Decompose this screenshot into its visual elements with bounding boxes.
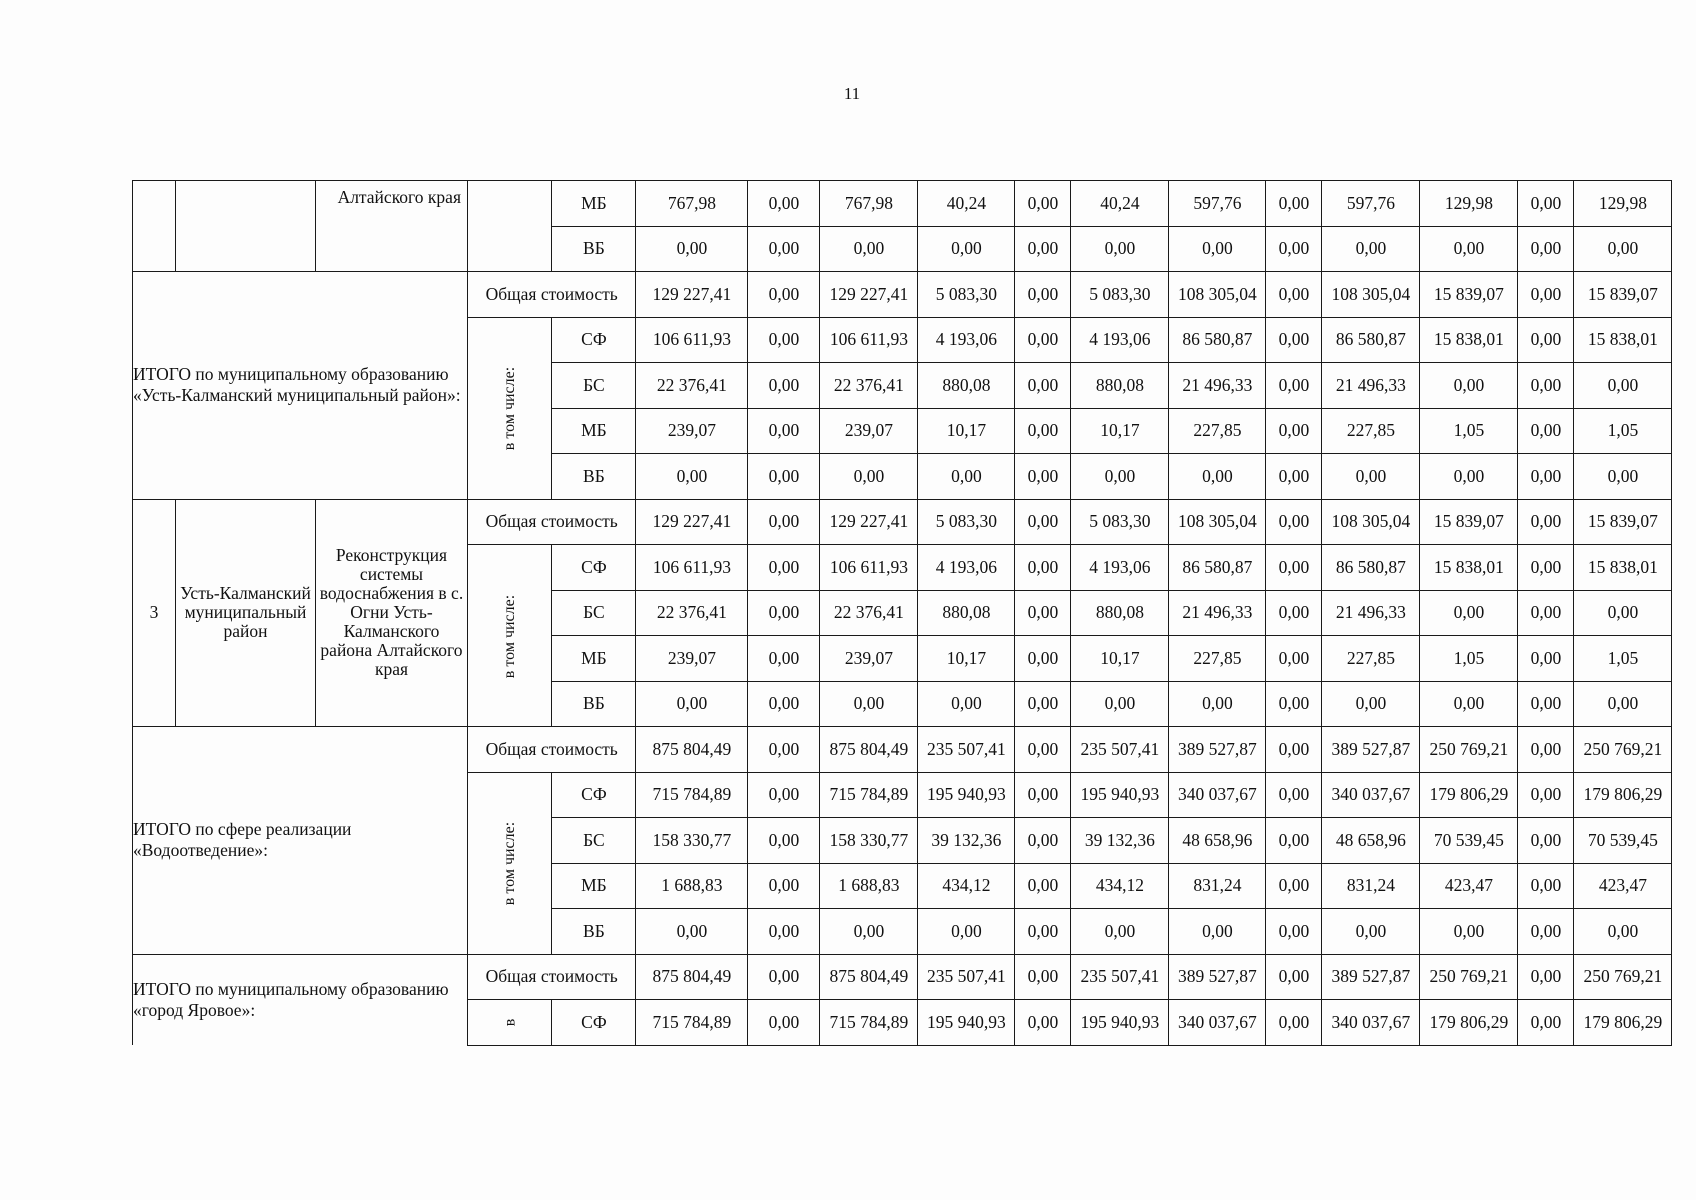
bs-value: 0,00: [1518, 590, 1574, 636]
fund-mb-label: МБ: [552, 408, 636, 454]
fund-sf-label: СФ: [552, 772, 636, 818]
mb-value: 239,07: [820, 408, 918, 454]
vb-value: 0,00: [636, 681, 748, 727]
total-value: 0,00: [748, 499, 820, 545]
table-body: [133, 181, 1672, 1046]
mb-value: 10,17: [918, 408, 1015, 454]
vb-value: 0,00: [1322, 909, 1420, 955]
total-value: 250 769,21: [1420, 954, 1518, 1000]
sf-value: 195 940,93: [918, 772, 1015, 818]
total-cost-label: Общая стоимость: [468, 499, 636, 545]
sf-value: 0,00: [748, 317, 820, 363]
vb-value: 0,00: [1266, 909, 1322, 955]
sf-value: 340 037,67: [1322, 1000, 1420, 1046]
total-value: 389 527,87: [1169, 727, 1266, 773]
sf-value: 86 580,87: [1322, 317, 1420, 363]
vb-value: 0,00: [1518, 681, 1574, 727]
bs-value: 22 376,41: [636, 363, 748, 409]
table-row: [133, 272, 1672, 318]
total-value: 0,00: [1518, 954, 1574, 1000]
total-value: 250 769,21: [1574, 954, 1672, 1000]
bs-value: 0,00: [1266, 818, 1322, 864]
bs-value: 0,00: [748, 363, 820, 409]
bs-value: 21 496,33: [1169, 363, 1266, 409]
sf-value: 0,00: [1266, 317, 1322, 363]
sf-value: 0,00: [1518, 772, 1574, 818]
sf-value: 0,00: [1266, 1000, 1322, 1046]
vb-value: 0,00: [1574, 454, 1672, 500]
total-value: 0,00: [748, 272, 820, 318]
mb-value: 0,00: [1015, 408, 1071, 454]
bs-value: 21 496,33: [1322, 363, 1420, 409]
mb-value: 1 688,83: [636, 863, 748, 909]
vb-value: 0,00: [1071, 454, 1169, 500]
bs-value: 0,00: [1266, 363, 1322, 409]
bs-value: 880,08: [1071, 590, 1169, 636]
sf-value: 0,00: [1015, 772, 1071, 818]
mb-value: 1 688,83: [820, 863, 918, 909]
bs-value: 39 132,36: [918, 818, 1015, 864]
bs-value: 0,00: [1015, 818, 1071, 864]
vb-value: 0,00: [1518, 909, 1574, 955]
sf-value: 0,00: [1266, 545, 1322, 591]
mb-value: 597,76: [1322, 181, 1420, 227]
mb-value: 767,98: [636, 181, 748, 227]
vb-value: 0,00: [1420, 909, 1518, 955]
vb-value: 0,00: [918, 226, 1015, 272]
total-value: 129 227,41: [820, 499, 918, 545]
sf-value: 106 611,93: [636, 317, 748, 363]
total-value: 0,00: [1266, 954, 1322, 1000]
vb-value: 0,00: [636, 909, 748, 955]
sf-value: 106 611,93: [820, 317, 918, 363]
mb-value: 129,98: [1574, 181, 1672, 227]
mb-value: 597,76: [1169, 181, 1266, 227]
total-value: 108 305,04: [1169, 272, 1266, 318]
district-cell: [176, 181, 316, 272]
total-value: 0,00: [1015, 727, 1071, 773]
total-value: 108 305,04: [1169, 499, 1266, 545]
vb-value: 0,00: [1518, 226, 1574, 272]
total-value: 0,00: [1518, 727, 1574, 773]
total-value: 0,00: [1015, 954, 1071, 1000]
mb-value: 1,05: [1574, 408, 1672, 454]
sf-value: 106 611,93: [636, 545, 748, 591]
budget-table: [132, 180, 1672, 1046]
project-name: Реконструкция системы водоснабжения в с. Огни Усть-Калманского района Алтайского края: [316, 499, 468, 727]
mb-value: 831,24: [1169, 863, 1266, 909]
mb-value: 10,17: [918, 636, 1015, 682]
page-number: 11: [843, 84, 861, 103]
vb-value: 0,00: [1266, 454, 1322, 500]
vb-value: 0,00: [1015, 681, 1071, 727]
sf-value: 0,00: [1015, 317, 1071, 363]
mb-value: 831,24: [1322, 863, 1420, 909]
bs-value: 880,08: [918, 590, 1015, 636]
sf-value: 0,00: [748, 1000, 820, 1046]
total-value: 389 527,87: [1322, 727, 1420, 773]
fund-mb-label: МБ: [552, 863, 636, 909]
mb-value: 0,00: [1015, 636, 1071, 682]
mb-value: 227,85: [1169, 636, 1266, 682]
mb-value: 40,24: [1071, 181, 1169, 227]
sf-value: 195 940,93: [1071, 1000, 1169, 1046]
mb-value: 0,00: [1518, 181, 1574, 227]
mb-value: 0,00: [748, 863, 820, 909]
bs-value: 21 496,33: [1322, 590, 1420, 636]
number-cell: [133, 181, 176, 272]
total-value: 0,00: [1518, 499, 1574, 545]
total-cost-label: Общая стоимость: [468, 727, 636, 773]
item-number: 3: [133, 499, 176, 727]
sf-value: 15 838,01: [1420, 545, 1518, 591]
vb-value: 0,00: [1420, 454, 1518, 500]
total-value: 0,00: [1015, 499, 1071, 545]
mb-value: 239,07: [636, 408, 748, 454]
vb-value: 0,00: [1015, 454, 1071, 500]
mb-value: 1,05: [1574, 636, 1672, 682]
mb-value: 1,05: [1420, 636, 1518, 682]
vb-value: 0,00: [748, 226, 820, 272]
vb-value: 0,00: [1015, 226, 1071, 272]
sf-value: 15 838,01: [1574, 317, 1672, 363]
vb-value: 0,00: [1266, 226, 1322, 272]
mb-value: 0,00: [1518, 863, 1574, 909]
district-name: Усть-Калманский муниципальный район: [176, 499, 316, 727]
total-value: 0,00: [1266, 499, 1322, 545]
vb-value: 0,00: [748, 454, 820, 500]
total-value: 5 083,30: [918, 499, 1015, 545]
sf-value: 4 193,06: [918, 317, 1015, 363]
sf-value: 4 193,06: [1071, 317, 1169, 363]
sf-value: 4 193,06: [1071, 545, 1169, 591]
project-name-tail: Алтайского края: [316, 181, 468, 272]
vb-value: 0,00: [1015, 909, 1071, 955]
total-value: 129 227,41: [636, 272, 748, 318]
bs-value: 0,00: [748, 590, 820, 636]
total-value: 0,00: [1518, 272, 1574, 318]
mb-value: 0,00: [748, 181, 820, 227]
total-value: 0,00: [748, 727, 820, 773]
bs-value: 0,00: [748, 818, 820, 864]
fund-sf-label: СФ: [552, 1000, 636, 1046]
bs-value: 70 539,45: [1574, 818, 1672, 864]
sf-value: 0,00: [1266, 772, 1322, 818]
sf-value: 0,00: [1015, 1000, 1071, 1046]
sf-value: 0,00: [1518, 545, 1574, 591]
bs-value: 0,00: [1015, 363, 1071, 409]
mb-value: 0,00: [748, 636, 820, 682]
vb-value: 0,00: [1169, 226, 1266, 272]
total-value: 15 839,07: [1574, 272, 1672, 318]
vb-value: 0,00: [748, 909, 820, 955]
vb-value: 0,00: [1574, 226, 1672, 272]
mb-value: 0,00: [1266, 408, 1322, 454]
bs-value: 880,08: [1071, 363, 1169, 409]
vb-value: 0,00: [1169, 454, 1266, 500]
total-value: 5 083,30: [1071, 499, 1169, 545]
bs-value: 880,08: [918, 363, 1015, 409]
vb-value: 0,00: [1518, 454, 1574, 500]
vb-value: 0,00: [1071, 681, 1169, 727]
in-that-number-label: в: [468, 1000, 552, 1046]
total-value: 129 227,41: [636, 499, 748, 545]
bs-value: 22 376,41: [820, 590, 918, 636]
mb-value: 423,47: [1420, 863, 1518, 909]
vb-value: 0,00: [1266, 681, 1322, 727]
sf-value: 15 838,01: [1574, 545, 1672, 591]
total-value: 15 839,07: [1420, 499, 1518, 545]
table-row: [133, 499, 1672, 545]
sf-value: 15 838,01: [1420, 317, 1518, 363]
sf-value: 86 580,87: [1169, 545, 1266, 591]
bs-value: 0,00: [1266, 590, 1322, 636]
bs-value: 48 658,96: [1169, 818, 1266, 864]
table-row: [133, 727, 1672, 773]
sf-value: 86 580,87: [1169, 317, 1266, 363]
vb-value: 0,00: [1322, 681, 1420, 727]
mb-value: 1,05: [1420, 408, 1518, 454]
total-value: 5 083,30: [918, 272, 1015, 318]
in-that-number-label: [468, 181, 552, 272]
mb-value: 0,00: [748, 408, 820, 454]
total-value: 0,00: [1266, 272, 1322, 318]
sf-value: 195 940,93: [1071, 772, 1169, 818]
bs-value: 0,00: [1015, 590, 1071, 636]
mb-value: 227,85: [1169, 408, 1266, 454]
total-value: 0,00: [748, 954, 820, 1000]
total-ust-kalmansky-label: ИТОГО по муниципальному образованию «Усть-Калманский муниципальный район»:: [133, 272, 468, 500]
sf-value: 715 784,89: [820, 772, 918, 818]
vb-value: 0,00: [748, 681, 820, 727]
total-value: 0,00: [1015, 272, 1071, 318]
vb-value: 0,00: [918, 681, 1015, 727]
vb-value: 0,00: [820, 681, 918, 727]
sf-value: 179 806,29: [1420, 1000, 1518, 1046]
fund-sf-label: СФ: [552, 545, 636, 591]
total-cost-label: Общая стоимость: [468, 954, 636, 1000]
total-value: 235 507,41: [918, 954, 1015, 1000]
vb-value: 0,00: [1574, 909, 1672, 955]
total-value: 235 507,41: [1071, 727, 1169, 773]
fund-bs-label: БС: [552, 363, 636, 409]
in-that-number-label: в том числе:: [468, 772, 552, 954]
in-that-number-label: в том числе:: [468, 317, 552, 499]
vb-value: 0,00: [918, 909, 1015, 955]
vb-value: 0,00: [820, 226, 918, 272]
fund-vb-label: ВБ: [552, 454, 636, 500]
total-value: 0,00: [1266, 727, 1322, 773]
bs-value: 158 330,77: [636, 818, 748, 864]
sf-value: 340 037,67: [1169, 772, 1266, 818]
bs-value: 48 658,96: [1322, 818, 1420, 864]
mb-value: 0,00: [1266, 181, 1322, 227]
mb-value: 423,47: [1574, 863, 1672, 909]
vb-value: 0,00: [1420, 681, 1518, 727]
sf-value: 179 806,29: [1574, 772, 1672, 818]
mb-value: 10,17: [1071, 408, 1169, 454]
in-that-number-label: в том числе:: [468, 545, 552, 727]
total-value: 235 507,41: [1071, 954, 1169, 1000]
sf-value: 0,00: [1015, 545, 1071, 591]
fund-vb-label: ВБ: [552, 681, 636, 727]
sf-value: 715 784,89: [820, 1000, 918, 1046]
bs-value: 39 132,36: [1071, 818, 1169, 864]
sf-value: 0,00: [1518, 317, 1574, 363]
sf-value: 0,00: [748, 545, 820, 591]
bs-value: 0,00: [1518, 818, 1574, 864]
fund-vb-label: ВБ: [552, 909, 636, 955]
sf-value: 340 037,67: [1322, 772, 1420, 818]
bs-value: 21 496,33: [1169, 590, 1266, 636]
vb-value: 0,00: [1169, 909, 1266, 955]
total-value: 108 305,04: [1322, 499, 1420, 545]
bs-value: 0,00: [1420, 590, 1518, 636]
mb-value: 0,00: [1015, 181, 1071, 227]
bs-value: 22 376,41: [820, 363, 918, 409]
vb-value: 0,00: [1322, 226, 1420, 272]
total-value: 389 527,87: [1322, 954, 1420, 1000]
total-value: 250 769,21: [1574, 727, 1672, 773]
mb-value: 239,07: [636, 636, 748, 682]
vb-value: 0,00: [1420, 226, 1518, 272]
total-cost-label: Общая стоимость: [468, 272, 636, 318]
vb-value: 0,00: [1574, 681, 1672, 727]
fund-sf-label: СФ: [552, 317, 636, 363]
mb-value: 239,07: [820, 636, 918, 682]
table-row: [133, 181, 1672, 227]
bs-value: 0,00: [1518, 363, 1574, 409]
sf-value: 715 784,89: [636, 772, 748, 818]
vb-value: 0,00: [918, 454, 1015, 500]
sf-value: 4 193,06: [918, 545, 1015, 591]
total-value: 250 769,21: [1420, 727, 1518, 773]
bs-value: 0,00: [1574, 590, 1672, 636]
sf-value: 0,00: [748, 772, 820, 818]
mb-value: 40,24: [918, 181, 1015, 227]
fund-mb-label: МБ: [552, 636, 636, 682]
total-value: 15 839,07: [1574, 499, 1672, 545]
sf-value: 179 806,29: [1574, 1000, 1672, 1046]
mb-value: 0,00: [1518, 408, 1574, 454]
fund-bs-label: БС: [552, 590, 636, 636]
mb-value: 129,98: [1420, 181, 1518, 227]
sf-value: 195 940,93: [918, 1000, 1015, 1046]
mb-value: 0,00: [1518, 636, 1574, 682]
vb-value: 0,00: [636, 454, 748, 500]
total-value: 875 804,49: [820, 954, 918, 1000]
sf-value: 179 806,29: [1420, 772, 1518, 818]
total-value: 389 527,87: [1169, 954, 1266, 1000]
sf-value: 106 611,93: [820, 545, 918, 591]
total-value: 875 804,49: [820, 727, 918, 773]
vb-value: 0,00: [820, 454, 918, 500]
sf-value: 0,00: [1518, 1000, 1574, 1046]
mb-value: 0,00: [1266, 863, 1322, 909]
total-vodootvedenie-label: ИТОГО по сфере реализации «Водоотведение»:: [133, 727, 468, 955]
vb-value: 0,00: [636, 226, 748, 272]
total-value: 235 507,41: [918, 727, 1015, 773]
total-value: 875 804,49: [636, 727, 748, 773]
mb-value: 0,00: [1015, 863, 1071, 909]
total-value: 129 227,41: [820, 272, 918, 318]
mb-value: 767,98: [820, 181, 918, 227]
mb-value: 227,85: [1322, 408, 1420, 454]
vb-value: 0,00: [1071, 226, 1169, 272]
mb-value: 0,00: [1266, 636, 1322, 682]
total-value: 15 839,07: [1420, 272, 1518, 318]
total-value: 108 305,04: [1322, 272, 1420, 318]
mb-value: 434,12: [1071, 863, 1169, 909]
total-value: 875 804,49: [636, 954, 748, 1000]
sf-value: 715 784,89: [636, 1000, 748, 1046]
fund-mb-label: МБ: [552, 181, 636, 227]
bs-value: 0,00: [1420, 363, 1518, 409]
mb-value: 434,12: [918, 863, 1015, 909]
sf-value: 86 580,87: [1322, 545, 1420, 591]
vb-value: 0,00: [820, 909, 918, 955]
table-row: [133, 954, 1672, 1000]
vb-value: 0,00: [1169, 681, 1266, 727]
bs-value: 22 376,41: [636, 590, 748, 636]
vb-value: 0,00: [1071, 909, 1169, 955]
bs-value: 70 539,45: [1420, 818, 1518, 864]
bs-value: 0,00: [1574, 363, 1672, 409]
fund-bs-label: БС: [552, 818, 636, 864]
vb-value: 0,00: [1322, 454, 1420, 500]
total-value: 5 083,30: [1071, 272, 1169, 318]
bs-value: 158 330,77: [820, 818, 918, 864]
sf-value: 340 037,67: [1169, 1000, 1266, 1046]
total-yarovoe-label: ИТОГО по муниципальному образованию «город Яровое»:: [133, 954, 468, 1045]
fund-vb-label: ВБ: [552, 226, 636, 272]
mb-value: 227,85: [1322, 636, 1420, 682]
mb-value: 10,17: [1071, 636, 1169, 682]
